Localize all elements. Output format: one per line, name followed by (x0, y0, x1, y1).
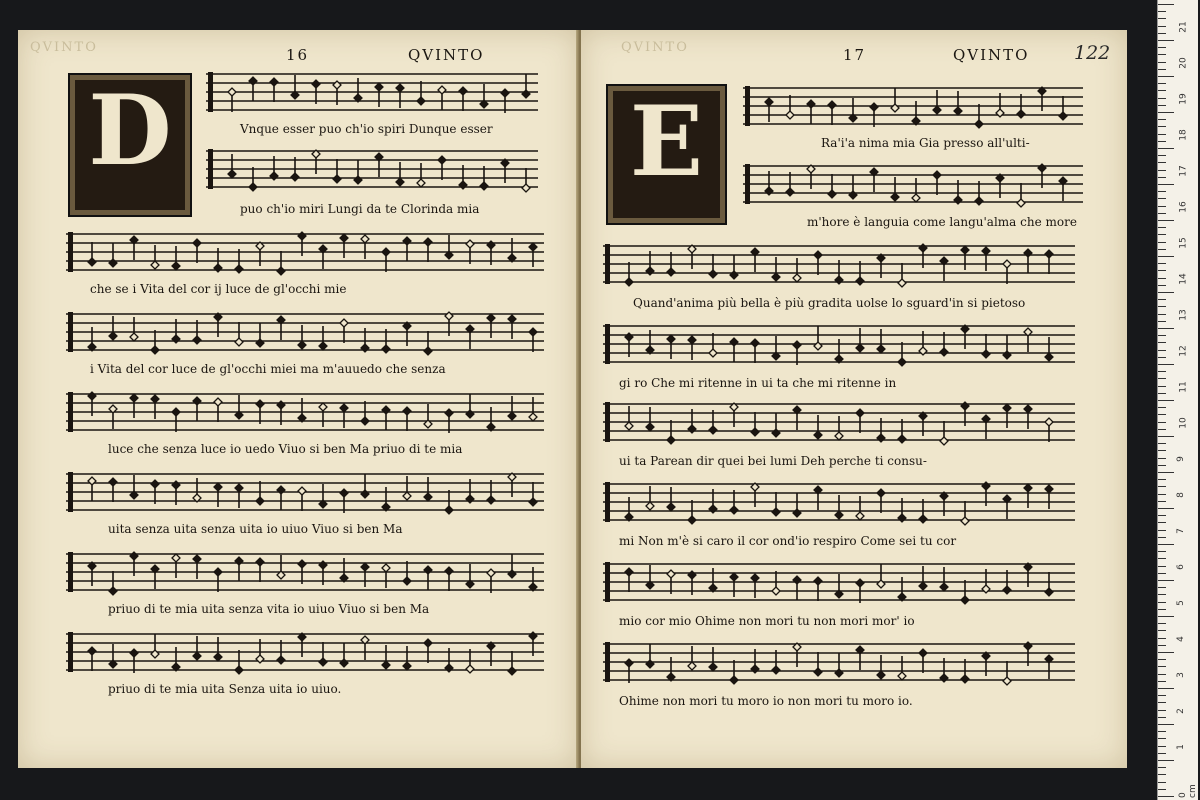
music-staff (603, 638, 1075, 688)
ruler-label: 7 (1175, 528, 1186, 534)
ruler-label: 15 (1178, 237, 1189, 249)
ruler-label: 14 (1178, 273, 1189, 285)
ruler-label: 3 (1175, 672, 1186, 678)
left-page (18, 30, 578, 768)
music-staff (66, 228, 544, 278)
ruler-label: 11 (1178, 381, 1189, 393)
lyric-line: gi ro Che mi ritenne in ui ta che mi ritenne in (619, 376, 897, 390)
ruler-label: 1 (1175, 744, 1186, 750)
ruler-label: 5 (1175, 600, 1186, 606)
right-page (581, 30, 1127, 768)
lyric-line: Ra'i'a nima mia Gia presso all'ulti- (821, 136, 1030, 150)
bleed-through-text: QVINTO (30, 40, 98, 55)
music-staff (206, 145, 538, 195)
music-staff (743, 82, 1083, 132)
ruler-label: 20 (1178, 57, 1189, 69)
ruler-label: 6 (1175, 564, 1186, 570)
handwritten-folio-number: 122 (1074, 42, 1111, 64)
music-staff (603, 558, 1075, 608)
part-title: QVINTO (408, 46, 485, 64)
ruler-label: 10 (1178, 417, 1189, 429)
music-staff (603, 398, 1075, 448)
music-staff (66, 628, 544, 678)
lyric-line: mio cor mio Ohime non mori tu non mori mor' io (619, 614, 915, 628)
music-staff (603, 240, 1075, 290)
lyric-line: che se i Vita del cor ij luce de gl'occhi mie (90, 282, 347, 296)
page-number: 16 (286, 46, 310, 64)
page-number: 17 (843, 46, 867, 64)
ruler-label: 4 (1175, 636, 1186, 642)
lyric-line: uita senza uita senza uita io uiuo Viuo si ben Ma (108, 522, 403, 536)
lyric-line: priuo di te mia uita Senza uita io uiuo. (108, 682, 342, 696)
ruler-label: 0 cm (1178, 784, 1198, 798)
lyric-line: m'hore è languia come langu'alma che more (807, 215, 1077, 229)
lyric-line: Vnque esser puo ch'io spiri Dunque esser (240, 122, 493, 136)
lyric-line: ui ta Parean dir quei bei lumi Deh perche ti consu- (619, 454, 927, 468)
ruler-label: 16 (1178, 201, 1189, 213)
music-staff (66, 308, 544, 358)
music-staff (66, 548, 544, 598)
lyric-line: Quand'anima più bella è più gradita uolse lo sguard'in si pietoso (633, 296, 1026, 310)
bleed-through-text: QVINTO (621, 40, 689, 55)
lyric-line: priuo di te mia uita senza vita io uiuo Viuo si ben Ma (108, 602, 430, 616)
lyric-line: puo ch'io miri Lungi da te Clorinda mia (240, 202, 480, 216)
ruler-label: 17 (1178, 165, 1189, 177)
lyric-line: luce che senza luce io uedo Viuo si ben Ma priuo di te mia (108, 442, 463, 456)
ruler-label: 21 (1178, 21, 1189, 33)
measurement-ruler (1157, 0, 1198, 800)
decorated-initial: D (68, 73, 192, 217)
music-staff (603, 478, 1075, 528)
ruler-label: 19 (1178, 93, 1189, 105)
decorated-initial: E (606, 84, 727, 225)
lyric-line: i Vita del cor luce de gl'occhi miei ma m'auuedo che senza (90, 362, 446, 376)
ruler-label: 13 (1178, 309, 1189, 321)
music-staff (66, 468, 544, 518)
lyric-line: mi Non m'è si caro il cor ond'io respiro Come sei tu cor (619, 534, 957, 548)
lyric-line: Ohime non mori tu moro io non mori tu moro io. (619, 694, 913, 708)
ruler-label: 9 (1175, 456, 1186, 462)
ruler-label: 12 (1178, 345, 1189, 357)
music-staff (66, 388, 544, 438)
part-title: QVINTO (953, 46, 1030, 64)
ruler-label: 8 (1175, 492, 1186, 498)
music-staff (603, 320, 1075, 370)
music-staff (206, 68, 538, 118)
ruler-label: 18 (1178, 129, 1189, 141)
ruler-label: 2 (1175, 708, 1186, 714)
music-staff (743, 160, 1083, 210)
